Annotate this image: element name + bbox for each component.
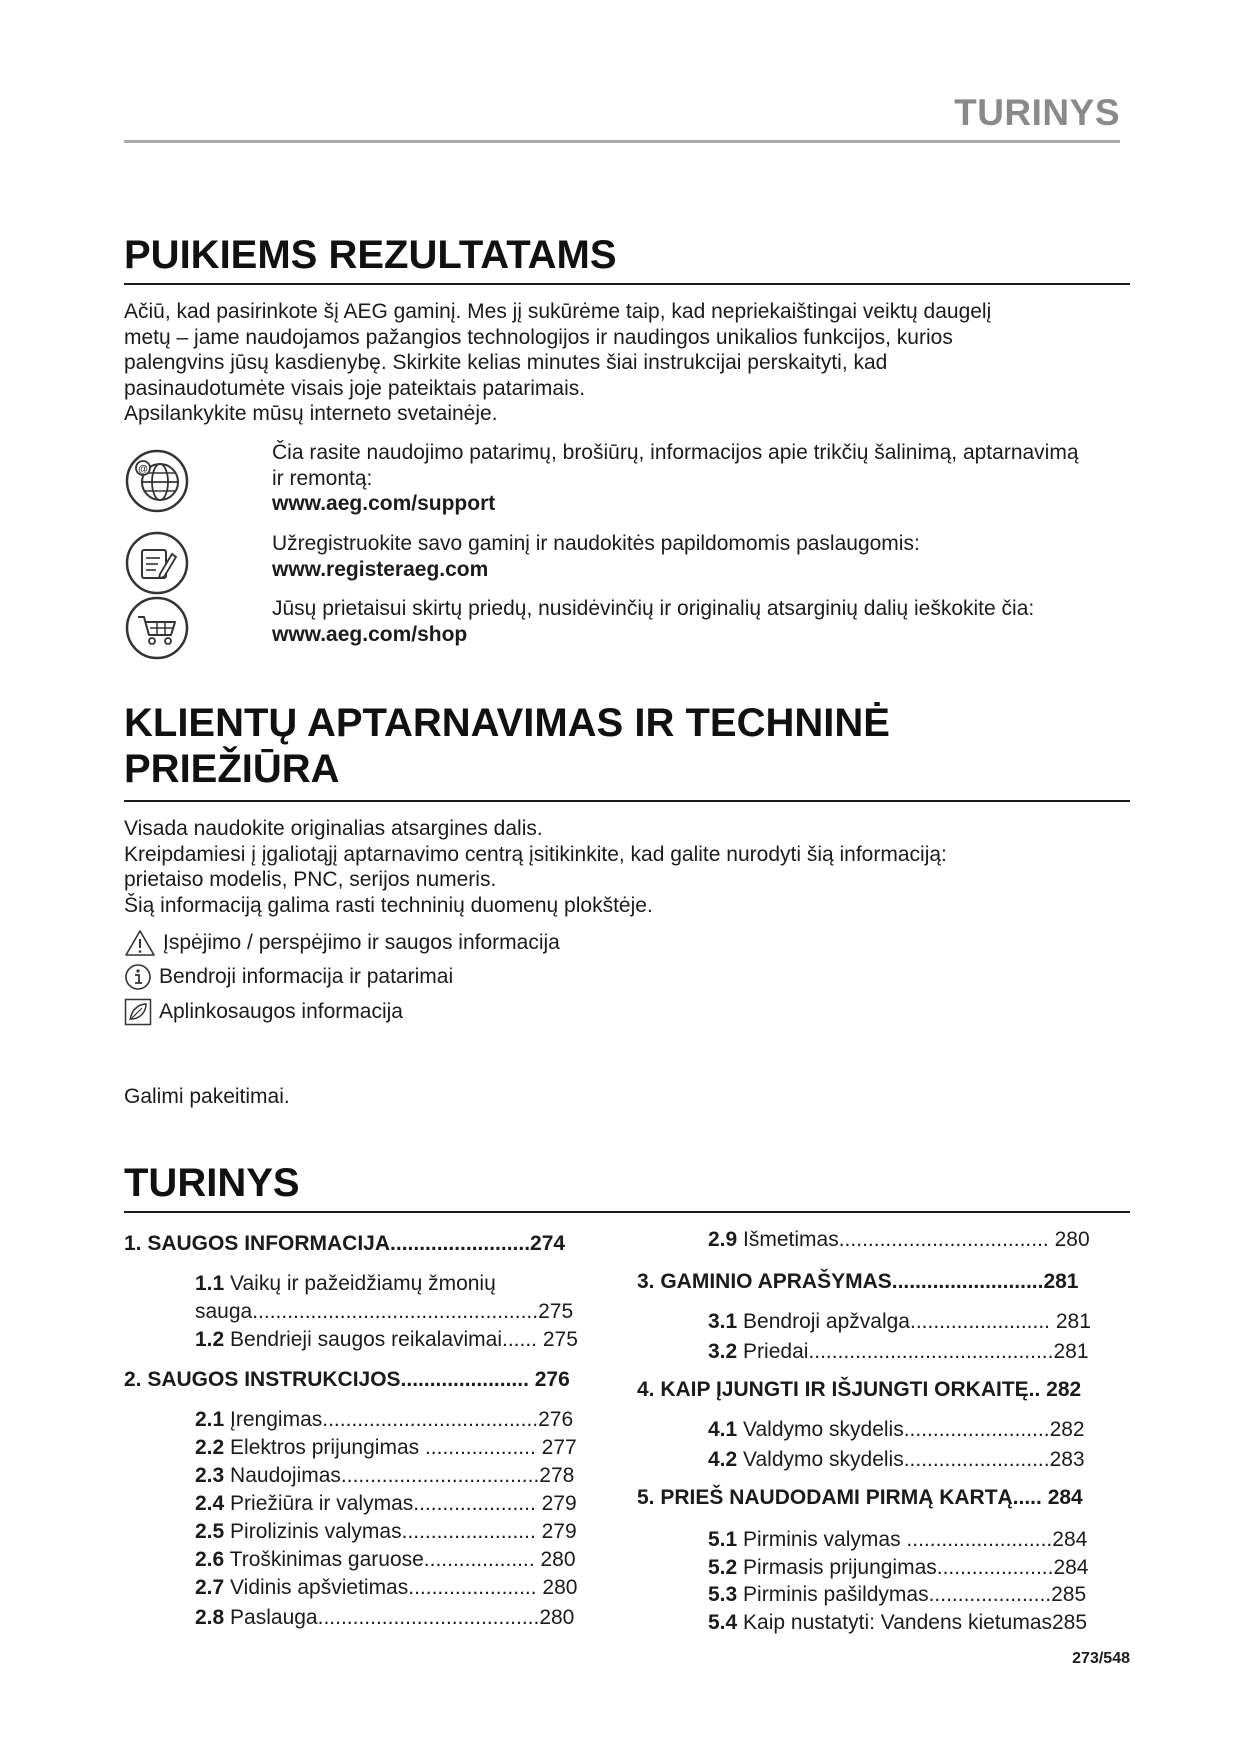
legend-warning <box>124 929 560 957</box>
legend-label: Aplinkosaugos informacija <box>159 1000 403 1023</box>
toc-entry-2-7[interactable] <box>195 1576 577 1600</box>
toc-entry-4-2[interactable] <box>708 1448 1085 1472</box>
toc-entry-label: Elektros prijungimas ................... 277 <box>230 1436 577 1459</box>
section-title-line: PRIEŽIŪRA <box>124 747 340 791</box>
toc-divider <box>124 1211 1130 1213</box>
toc-entry-2-1[interactable] <box>195 1408 573 1432</box>
toc-entry-number: 4.1 <box>708 1418 738 1441</box>
service-text <box>272 531 1142 582</box>
toc-entry-label: Vaikų ir pažeidžiamų žmonių <box>230 1272 496 1295</box>
warning-triangle-icon <box>124 929 156 957</box>
intro-paragraph <box>124 299 1124 427</box>
toc-entry-label: Pirmasis prijungimas....................284 <box>743 1556 1089 1579</box>
toc-entry-number: 3.2 <box>708 1340 738 1363</box>
toc-entry-1-2[interactable] <box>195 1328 578 1352</box>
svg-text:@: @ <box>138 464 148 475</box>
page-number: 273/548 <box>1072 1650 1130 1667</box>
header-divider <box>124 140 1120 143</box>
toc-entry-4-1[interactable] <box>708 1418 1085 1442</box>
toc-entry-3-1[interactable] <box>708 1310 1091 1334</box>
leaf-icon <box>124 998 152 1026</box>
toc-entry-label: Įrengimas.....................................276 <box>230 1408 574 1431</box>
service-line: prietaiso modelis, PNC, serijos numeris. <box>124 868 497 891</box>
changes-note: Galimi pakeitimai. <box>124 1085 290 1108</box>
toc-entry-5-2[interactable] <box>708 1556 1089 1580</box>
running-header-title: TURINYS <box>954 92 1120 133</box>
toc-entry-label: Troškinimas garuose................... 280 <box>229 1548 576 1571</box>
toc-title: TURINYS <box>124 1161 300 1205</box>
toc-entry-number: 2.6 <box>195 1548 225 1571</box>
legend-label: Bendroji informacija ir patarimai <box>159 965 454 988</box>
toc-entry-2-2[interactable] <box>195 1436 577 1460</box>
register-link[interactable]: www.registeraeg.com <box>272 557 489 581</box>
toc-entry-label: Valdymo skydelis.........................282 <box>743 1418 1085 1441</box>
service-description-line: Jūsų prietaisui skirtų priedų, nusidėvinčių ir originalių atsarginių dalių ieškokite čia: <box>272 597 1035 620</box>
section-divider <box>124 283 1130 285</box>
section-title-results: PUIKIEMS REZULTATAMS <box>124 233 617 277</box>
toc-entry-1[interactable]: 1. SAUGOS INFORMACIJA........................274 <box>124 1232 566 1255</box>
toc-entry-number: 5.1 <box>708 1528 738 1551</box>
shop-link[interactable]: www.aeg.com/shop <box>272 622 468 646</box>
toc-entry-number: 2.4 <box>195 1492 225 1515</box>
intro-line: palengvins jūsų kasdienybę. Skirkite kelias minutes šiai instrukcijai perskaityti, kad <box>124 351 888 374</box>
service-text <box>272 440 1142 517</box>
toc-entry-label: Bendrieji saugos reikalavimai...... 275 <box>230 1328 578 1351</box>
toc-entry-number: 1.2 <box>195 1328 225 1351</box>
info-icon <box>124 963 152 991</box>
toc-entry-number: 5.4 <box>708 1611 738 1634</box>
toc-entry-2-8[interactable] <box>195 1606 574 1630</box>
toc-entry-label: Priedai..........................................281 <box>743 1340 1089 1363</box>
service-shop <box>124 595 1134 670</box>
toc-entry-label: Kaip nustatyti: Vandens kietumas285 <box>743 1611 1088 1634</box>
legend-environment <box>124 998 403 1026</box>
toc-entry-label: Priežiūra ir valymas..................... 279 <box>230 1492 577 1515</box>
toc-entry-number: 2.2 <box>195 1436 225 1459</box>
toc-entry-label: Išmetimas.................................... 280 <box>743 1228 1090 1251</box>
toc-entry-1-1-continued[interactable]: sauga.................................................275 <box>195 1300 574 1323</box>
service-description-line: ir remontą: <box>272 466 373 490</box>
toc-entry-4[interactable]: 4. KAIP ĮJUNGTI IR IŠJUNGTI ORKAITĘ.. 282 <box>637 1378 1082 1401</box>
toc-entry-number: 2.9 <box>708 1228 738 1251</box>
service-register <box>124 530 1134 605</box>
toc-entry-label: Pirminis pašildymas.....................285 <box>743 1583 1087 1606</box>
toc-entry-5-4[interactable] <box>708 1611 1087 1635</box>
service-support <box>124 440 1134 520</box>
toc-entry-3[interactable]: 3. GAMINIO APRAŠYMAS..........................281 <box>637 1270 1079 1293</box>
toc-entry-2-5[interactable] <box>195 1520 577 1544</box>
toc-entry-5-1[interactable] <box>708 1528 1087 1552</box>
service-paragraph <box>124 816 1124 918</box>
toc-entry-number: 2.1 <box>195 1408 225 1431</box>
toc-entry-3-2[interactable] <box>708 1340 1089 1364</box>
toc-entry-label: Valdymo skydelis.........................283 <box>743 1448 1085 1471</box>
intro-line: pasinaudotumėte visais joje pateiktais patarimais. <box>124 376 586 400</box>
toc-entry-label: Naudojimas..................................278 <box>230 1464 575 1487</box>
toc-entry-2-9[interactable] <box>708 1228 1090 1252</box>
section-title-customer-service <box>124 700 890 792</box>
shopping-cart-icon <box>124 595 190 661</box>
intro-line: metų – jame naudojamos pažangios technologijos ir naudingos unikalios funkcijos, kurios <box>124 325 953 349</box>
toc-entry-label: Paslauga......................................280 <box>230 1606 575 1629</box>
intro-line: Ačiū, kad pasirinkote šį AEG gaminį. Mes jį sukūrėme taip, kad nepriekaištingai veiktų daugelį <box>124 300 992 323</box>
toc-entry-2-6[interactable] <box>195 1548 576 1572</box>
section-title-line: KLIENTŲ APTARNAVIMAS IR TECHNINĖ <box>124 701 890 745</box>
service-text <box>272 596 1142 647</box>
toc-entry-number: 2.3 <box>195 1464 225 1487</box>
service-description-line: Užregistruokite savo gaminį ir naudokitės papildomomis paslaugomis: <box>272 532 920 555</box>
service-line: Visada naudokite originalias atsargines dalis. <box>124 817 543 840</box>
toc-entry-2[interactable]: 2. SAUGOS INSTRUKCIJOS...................... 276 <box>124 1368 570 1391</box>
toc-entry-label: Vidinis apšvietimas...................... 280 <box>230 1576 578 1599</box>
toc-entry-number: 3.1 <box>708 1310 738 1333</box>
toc-entry-number: 1.1 <box>195 1272 225 1295</box>
toc-entry-1-1[interactable] <box>195 1272 496 1296</box>
toc-entry-number: 2.5 <box>195 1520 225 1543</box>
support-link[interactable]: www.aeg.com/support <box>272 492 496 515</box>
toc-entry-number: 2.8 <box>195 1606 225 1629</box>
toc-entry-label: Bendroji apžvalga........................ 281 <box>743 1310 1091 1333</box>
toc-entry-label: Pirminis valymas .........................284 <box>743 1528 1088 1551</box>
toc-entry-number: 5.3 <box>708 1583 738 1606</box>
service-line: Šią informaciją galima rasti techninių duomenų plokštėje. <box>124 893 653 917</box>
toc-entry-5-3[interactable] <box>708 1583 1086 1607</box>
legend-label: Įspėjimo / perspėjimo ir saugos informacija <box>163 931 560 954</box>
intro-line: Apsilankykite mūsų interneto svetainėje. <box>124 402 498 425</box>
toc-entry-number: 4.2 <box>708 1448 738 1471</box>
service-line: Kreipdamiesi į įgaliotąjį aptarnavimo centrą įsitikinkite, kad galite nurodyti šią informaciją: <box>124 842 947 866</box>
toc-entry-5[interactable]: 5. PRIEŠ NAUDODAMI PIRMĄ KARTĄ..... 284 <box>637 1486 1083 1509</box>
service-description-line: Čia rasite naudojimo patarimų, brošiūrų, informacijos apie trikčių šalinimą, aptarnavimą <box>272 441 1079 464</box>
toc-entry-label: Pirolizinis valymas....................... 279 <box>230 1520 577 1543</box>
toc-entry-number: 2.7 <box>195 1576 225 1599</box>
toc-entry-2-3[interactable] <box>195 1464 574 1488</box>
globe-icon <box>124 448 190 514</box>
legend-info <box>124 963 453 991</box>
register-pen-icon <box>124 530 190 596</box>
section-divider <box>124 800 1130 802</box>
toc-entry-2-4[interactable] <box>195 1492 577 1516</box>
toc-entry-number: 5.2 <box>708 1556 738 1579</box>
